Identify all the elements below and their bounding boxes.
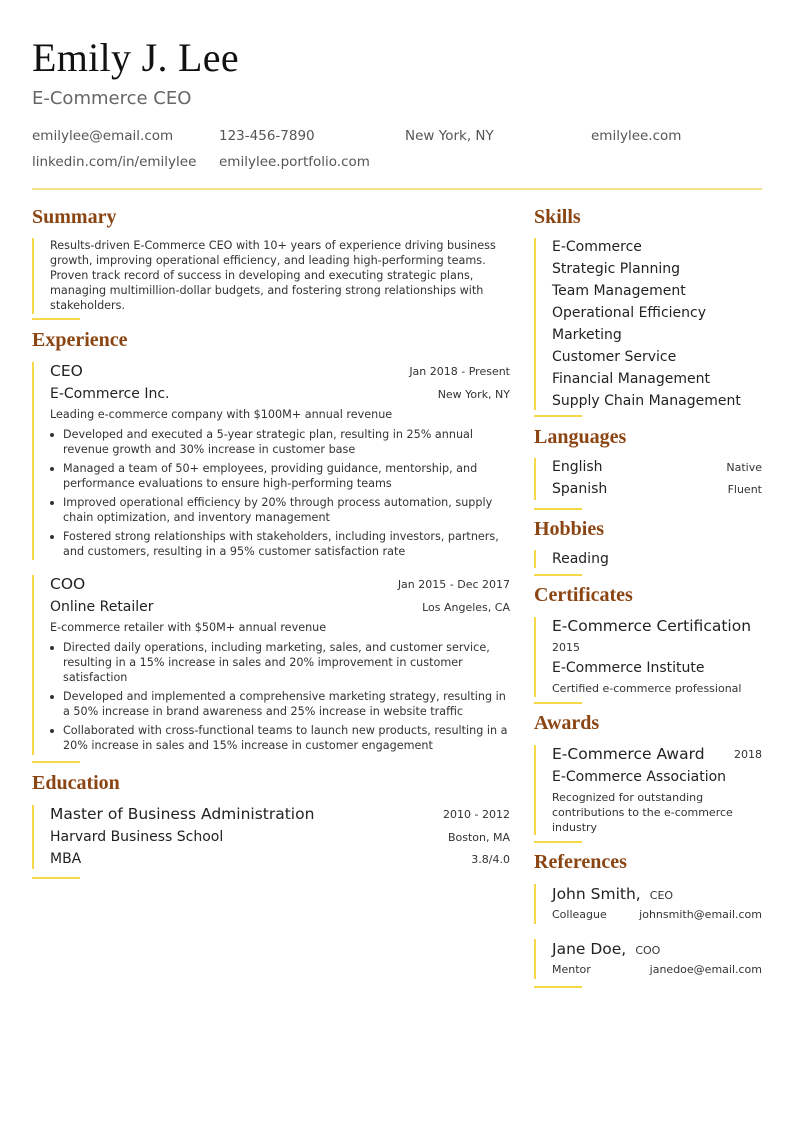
hobbies-heading: Hobbies — [534, 518, 605, 540]
job-bullet — [50, 640, 520, 685]
job-bullet — [50, 427, 520, 457]
skill-item: Strategic Planning — [552, 261, 681, 277]
reference-name: John Smith, — [552, 885, 641, 903]
bullet-line: Fostered strong relationships with stakeholders, including investors, partners, — [63, 530, 499, 543]
education-school: Harvard Business School — [50, 829, 224, 845]
certificates-bar — [534, 617, 536, 697]
experience-bar-2 — [32, 575, 34, 755]
certificate-year: 2015 — [552, 641, 580, 654]
awards-heading: Awards — [534, 712, 600, 734]
award-year: 2018 — [734, 748, 762, 761]
bullet-dot — [50, 535, 54, 539]
bullet-line: resulting in a 15% increase in sales and 20% improvement in customer — [63, 656, 463, 669]
reference-name: Jane Doe, — [552, 940, 627, 958]
job-description: Leading e-commerce company with $100M+ annual revenue — [50, 408, 393, 421]
skills-bar — [534, 238, 536, 410]
awards-bar — [534, 745, 536, 835]
contact-email[interactable]: emilylee@email.com — [32, 128, 174, 144]
certificate-name: E-Commerce Certification — [552, 617, 752, 635]
bullet-line: Improved operational efficiency by 20% through process automation, supply — [63, 496, 493, 509]
summary-line: managing multimillion-dollar budgets, and fostering strong relationships with — [50, 284, 484, 297]
skill-item: Supply Chain Management — [552, 393, 741, 409]
bullet-line: a 50% increase in brand awareness and 25% increase in website traffic — [63, 705, 464, 718]
award-line: contributions to the e-commerce — [552, 806, 733, 819]
reference-relation: Colleague — [552, 908, 607, 921]
bullet-dot — [50, 501, 54, 505]
certificate-description: Certified e-commerce professional — [552, 682, 742, 695]
skill-item: Marketing — [552, 327, 622, 343]
skill-item: Team Management — [552, 283, 686, 299]
summary-line: Proven track record of success in developing and executing strategic plans, — [50, 269, 474, 282]
award-line: industry — [552, 821, 598, 834]
job-role: COO — [50, 575, 86, 593]
bullet-dot — [50, 467, 54, 471]
bullet-dot — [50, 433, 54, 437]
job-dates: Jan 2018 - Present — [409, 365, 510, 378]
bullet-line: Developed and implemented a comprehensive marketing strategy, resulting in — [63, 690, 506, 703]
job-bullet — [50, 461, 520, 491]
certificates-heading: Certificates — [534, 584, 633, 606]
language-level: Native — [726, 461, 762, 474]
summary-bar — [32, 238, 34, 314]
award-line: Recognized for outstanding — [552, 791, 704, 804]
references-bar-1 — [534, 884, 536, 924]
bullet-line: performance evaluations to ensure high-performing teams — [63, 477, 392, 490]
bullet-dot — [50, 695, 54, 699]
experience-bar-1 — [32, 362, 34, 560]
hobbies-bar — [534, 550, 536, 568]
references-underline — [534, 986, 582, 988]
bullet-line: and customers, resulting in a 95% customer satisfaction rate — [63, 545, 406, 558]
awards-underline — [534, 841, 582, 843]
bullet-line: Collaborated with cross-functional teams to launch new products, resulting in a — [63, 724, 508, 737]
reference-role: COO — [635, 944, 661, 957]
education-dates: 2010 - 2012 — [443, 808, 510, 821]
skill-item: Financial Management — [552, 371, 710, 387]
education-location: Boston, MA — [447, 831, 510, 844]
job-role: CEO — [50, 362, 83, 380]
award-description — [552, 790, 762, 835]
hobbies-underline — [534, 574, 582, 576]
bullet-line: Directed daily operations, including marketing, sales, and customer service, — [63, 641, 490, 654]
job-bullet — [50, 529, 520, 559]
language-name: Spanish — [552, 481, 608, 497]
candidate-title: E-Commerce CEO — [32, 88, 192, 109]
summary-underline — [32, 318, 80, 320]
certificate-issuer: E-Commerce Institute — [552, 660, 705, 676]
contact-website[interactable]: emilylee.com — [591, 128, 682, 144]
languages-bar — [534, 458, 536, 500]
job-bullet — [50, 689, 520, 719]
award-issuer: E-Commerce Association — [552, 769, 727, 785]
summary-line: growth, improving operational efficiency, and leading high-performing teams. — [50, 254, 486, 267]
reference-item — [552, 884, 673, 903]
award-name: E-Commerce Award — [552, 745, 705, 763]
job-location: New York, NY — [437, 388, 510, 401]
education-underline — [32, 877, 80, 879]
skills-heading: Skills — [534, 206, 581, 228]
bullet-line: satisfaction — [63, 671, 128, 684]
education-bar — [32, 805, 34, 869]
skill-item: Operational Efficiency — [552, 305, 707, 321]
job-company: E-Commerce Inc. — [50, 386, 170, 402]
language-level: Fluent — [727, 483, 762, 496]
bullet-line: revenue growth and 30% increase in customer base — [63, 443, 356, 456]
contact-portfolio[interactable]: emilylee.portfolio.com — [219, 154, 370, 170]
bullet-line: 20% increase in sales and 15% increase in customer engagement — [63, 739, 433, 752]
reference-email[interactable]: janedoe@email.com — [649, 963, 762, 976]
job-dates: Jan 2015 - Dec 2017 — [397, 578, 510, 591]
header-divider — [32, 188, 762, 190]
candidate-name: Emily J. Lee — [32, 35, 239, 80]
bullet-dot — [50, 729, 54, 733]
job-location: Los Angeles, CA — [422, 601, 510, 614]
contact-linkedin[interactable]: linkedin.com/in/emilylee — [32, 154, 197, 170]
certificates-underline — [534, 702, 582, 704]
education-degree: Master of Business Administration — [50, 805, 315, 823]
experience-underline — [32, 761, 80, 763]
summary-line: stakeholders. — [50, 299, 126, 312]
bullet-line: Developed and executed a 5-year strategic plan, resulting in 25% annual — [63, 428, 473, 441]
reference-role: CEO — [649, 889, 674, 902]
summary-line: Results-driven E-Commerce CEO with 10+ years of experience driving business — [50, 239, 496, 252]
education-heading: Education — [32, 772, 120, 794]
summary-text — [50, 238, 520, 313]
references-heading: References — [534, 851, 627, 873]
skill-item: E-Commerce — [552, 239, 642, 255]
languages-heading: Languages — [534, 426, 627, 448]
skills-underline — [534, 415, 582, 417]
job-bullet — [50, 723, 520, 753]
contact-phone[interactable]: 123-456-7890 — [219, 128, 315, 144]
job-company: Online Retailer — [50, 599, 154, 615]
hobby-item: Reading — [552, 551, 609, 567]
education-field: MBA — [50, 851, 82, 867]
bullet-line: chain optimization, and inventory management — [63, 511, 330, 524]
reference-email[interactable]: johnsmith@email.com — [639, 908, 762, 921]
bullet-dot — [50, 646, 54, 650]
contact-location: New York, NY — [405, 128, 494, 144]
skill-item: Customer Service — [552, 349, 677, 365]
education-gpa: 3.8/4.0 — [471, 853, 510, 866]
experience-heading: Experience — [32, 329, 128, 351]
summary-heading: Summary — [32, 206, 117, 228]
reference-relation: Mentor — [552, 963, 591, 976]
references-bar-2 — [534, 939, 536, 979]
reference-item — [552, 939, 660, 958]
language-name: English — [552, 459, 603, 475]
languages-underline — [534, 508, 582, 510]
job-description: E-commerce retailer with $50M+ annual revenue — [50, 621, 327, 634]
job-bullet — [50, 495, 520, 525]
bullet-line: Managed a team of 50+ employees, providing guidance, mentorship, and — [63, 462, 478, 475]
